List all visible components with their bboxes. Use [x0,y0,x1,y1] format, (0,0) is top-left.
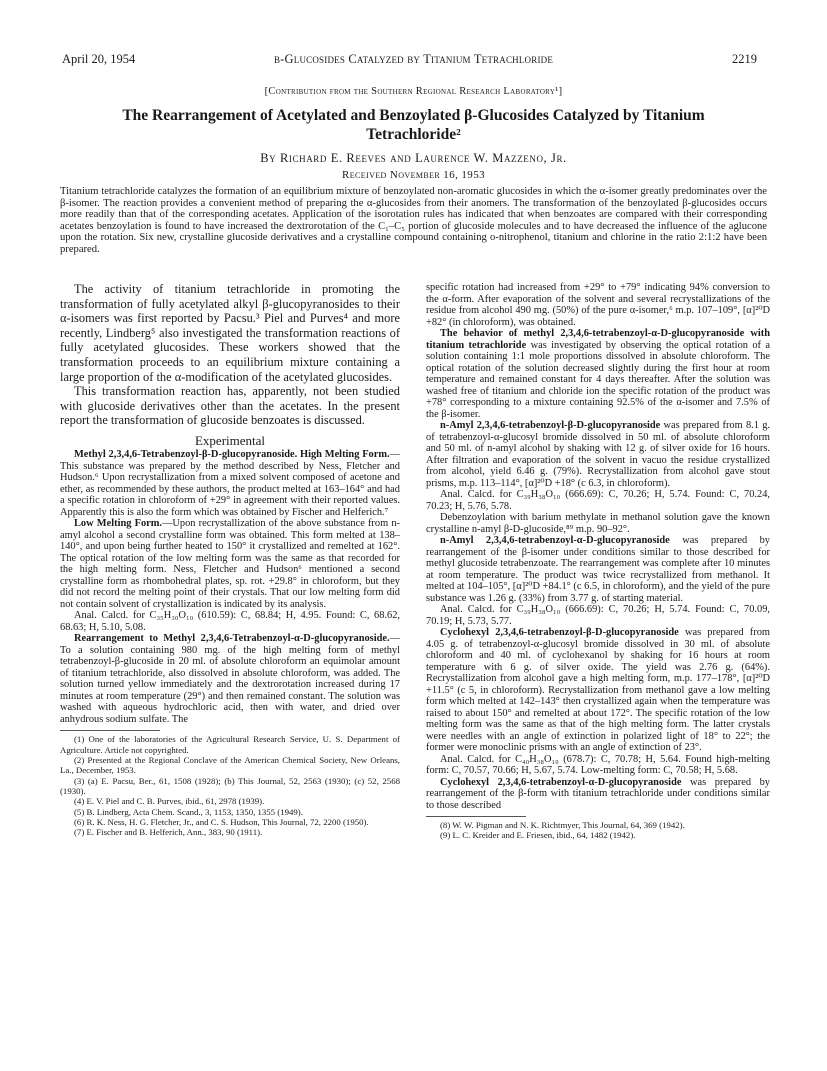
paragraph-text: —This substance was prepared by the method described by Ness, Fletcher and Hudson.⁶ Upon recrystallization from a mixed solvent composed of acetone and ether, as recommended by these authors, the product melted at 163–164° and had a specific rotation in chloroform of +29° in agreement with their reported values. Apparently this is also the form which was obtained by Fischer and Helferich.⁷ [60,449,400,518]
footnote: (7) E. Fischer and B. Helferich, Ann., 383, 90 (1911). [74,827,263,838]
author-line: By Richard E. Reeves and Laurence W. Mazzeno, Jr. [260,151,567,165]
footnote: (2) Presented at the Regional Conclave of the American Chemical Society, New Orleans, La., December, 1953. [60,755,400,776]
compound-heading: n-Amyl 2,3,4,6-tetrabenzoyl-β-D-glucopyranoside [440,420,661,431]
footnote: (1) One of the laboratories of the Agricultural Research Service, U. S. Department of Agriculture. Article not copyrighted. [60,734,400,755]
body-paragraph [426,535,770,604]
paragraph-text: was prepared from 4.05 g. of tetrabenzoyl-α-glucosyl bromide dissolved in 30 ml. of absolute chloroform and 40 ml. of cyclohexanol by shaking for 16 hours at room temperature with 6 g. of silver oxide. The yield was 2.76 g. (64%). Recrystallization from alcohol gave a high melting form, m.p. 177–178°, [α]²⁰D +11.5° (c 5, in chloroform). Recrystallization from methanol gave a low melting form which melted at 142–143° then crystallized again when the temperature was raised to about 150° and remelted at about 172°. The specific rotation of the low melting form was the same as that of the high melting form. The latter crystals were needles with an angle of extinction in polarized light of 18° to 22°; the former were monoclinic prisms with an angle of extinction of 23°. [426,627,770,753]
compound-heading: Low Melting Form. [74,518,162,530]
compound-heading: Cyclohexyl 2,3,4,6-tetrabenzoyl-α-D-glucopyranoside [440,776,682,788]
footnote: (3) (a) E. Pacsu, Ber., 61, 1508 (1928); (b) This Journal, 52, 2563 (1930); (c) 52, 2568 (1930). [60,775,400,796]
analysis-line: Anal. Calcd. for C₃₅H₃₀O₁₀ (610.59): C, 68.84; H, 4.95. Found: C, 68.62, 68.63; H, 5.10, 5.08. [60,610,400,633]
body-paragraph [426,627,770,754]
body-paragraph: Debenzoylation with barium methylate in methanol solution gave the known crystalline n-amyl β-D-glucoside,⁸⁹ m.p. 90–92°. [426,512,770,535]
footnote-divider [60,730,160,731]
footnote: (8) W. W. Pigman and N. K. Richtmyer, This Journal, 64, 369 (1942). [440,820,685,830]
received-date: Received November 16, 1953 [341,169,485,181]
footnote: (9) L. C. Kreider and E. Friesen, ibid., 64, 1482 (1942). [440,830,636,841]
body-paragraph [426,777,770,812]
paragraph-text: was prepared from 8.1 g. of tetrabenzoyl-α-glucosyl bromide dissolved in 50 ml. of absolute chloroform and 50 ml. of n-amyl alcohol by shaking with 12 g. of silver oxide for 16 hours. After filtration and evaporation of the solvent in vacuo the residue crystallized from alcohol, yield 6.46 g. (79%). Recrystallization from alcohol gave stout prisms, m.p. 113–114°, [α]²⁰D +18° (c 6.3, in chloroform). [426,420,770,489]
footnote-divider [426,816,526,817]
body-paragraph [426,420,770,489]
paragraph-text: was prepared by rearrangement of the β-form with titanium tetrachloride under conditions similar to those described [426,776,770,811]
paragraph-text: —To a solution containing 980 mg. of the high melting form of methyl tetrabenzoyl-β-glucoside in 20 ml. of absolute chloroform an equimolar amount of titanium tetrachloride, also dissolved in absolute chloroform, was added. The solution turned yellow immediately and the dextrorotation increased during 17 minutes at room temperature (29°) and then remained constant. The solution was washed with aqueous hydrochloric acid, then with water, and dried over anhydrous sodium sulfate. The [60,633,400,725]
compound-heading: n-Amyl 2,3,4,6-tetrabenzoyl-α-D-glucopyranoside [440,535,670,546]
page-number: 2219 [732,52,757,66]
footnote: (6) R. K. Ness, H. G. Fletcher, Jr., and C. S. Hudson, This Journal, 72, 2200 (1950). [74,816,369,827]
paper-title: The Rearrangement of Acetylated and Benzoylated β-Glucosides Catalyzed by Titanium Tetrachloride² [122,107,705,143]
paragraph-text: —Upon recrystallization of the above substance from n-amyl alcohol a second crystalline form was obtained. This form melted at 138–140°, and upon being further heated to 150° it crystallized and remelted at 162°. The optical rotation of the low melting form was the same as that recorded for the high melting form. Ness, Fletcher and Hudson⁶ mentioned a second crystalline form as rhombohedral plates, sp. rot. +29.8° in chloroform, but they did not record the melting point of their crystals. That our low melting form did not contain solvent of crystallization is indicated by its analysis. [60,518,400,610]
analysis-line: Anal. Calcd. for C₃₉H₃₈O₁₀ (666.69): C, 70.26; H, 5.74. Found: C, 70.09, 70.19; H, 5.73, 5.77. [426,604,770,627]
paragraph-text: was investigated by observing the optical rotation of a solution containing 1:1 mole proportions dissolved in absolute chloroform. The optical rotation of the solution decreased slightly during the first hour at room temperature and remained constant for 4 days thereafter. After the solution was washed free of titanium and chloride ion the specific rotation of the product was +78° corresponding to a mixture containing 92.5% of the α-isomer and 7.5% of the β-isomer. [426,339,771,420]
intro-paragraph: This transformation reaction has, apparently, not been studied with glucoside derivatives other than the acetates. In the present report the transformation of glucoside benzoates is discussed. [60,384,400,428]
header-running-title: β-Glucosides Catalyzed by Titanium Tetrachloride [273,52,554,66]
left-column [60,282,400,837]
compound-heading: Methyl 2,3,4,6-Tetrabenzoyl-β-D-glucopyranoside. High Melting Form. [74,449,390,461]
body-paragraph: specific rotation had increased from +29° to +79° indicating 94% conversion to the α-form. After evaporation of the solvent and several recrystallizations of the residue from alcohol 490 mg. (50%) of the pure α-isomer,⁶ m.p. 107–109°, [α]²⁰D +82° (in chloroform), was obtained. [426,282,770,328]
right-column [426,282,770,841]
section-heading-experimental: Experimental [194,432,266,448]
body-paragraph [60,518,400,610]
analysis-line: Anal. Calcd. for C₃₉H₃₈O₁₀ (666.69): C, 70.26; H, 5.74. Found: C, 70.24, 70.23; H, 5.76, 5.78. [426,489,770,512]
body-paragraph [60,633,400,725]
intro-paragraph: The activity of titanium tetrachloride in promoting the transformation of fully acetylated alkyl β-glucopyranosides to their α-isomers was first reported by Pacsu.³ Piel and Purves⁴ and more recently, Lindberg⁵ also investigated the transformation reactions of fully acetylated glucosides. These workers showed that the transformation proceeds to an equilibrium mixture containing a large proportion of the α-modification of the acetylated glucosides. [60,282,400,384]
footnotes [60,734,400,837]
body-paragraph [426,328,770,420]
footnote: (4) E. V. Piel and C. B. Purves, ibid., 61, 2978 (1939). [74,796,265,807]
header-date: April 20, 1954 [62,52,136,66]
contribution-line: [Contribution from the Southern Regional Research Laboratory¹] [264,86,563,97]
paragraph-text: was prepared by rearrangement of the β-isomer under conditions similar to those described for methyl glucoside tetrabenzoate. The rearrangement was complete after 10 minutes at room temperature. The product was twice recrystallized from methanol. It melted at 104–105°, [α]²⁰D +84.1° (c 6.5, in chloroform), and the yield of the pure substance was 1.26 g. (33%) from 3.77 g. of starting material. [426,535,770,604]
analysis-line: Anal. Calcd. for C₄₀H₃₈O₁₀ (678.7): C, 70.78; H, 5.64. Found high-melting form: C, 70.57, 70.66; H, 5.67, 5.74. Low-melting form: C, 70.58; H, 5.68. [426,753,770,776]
abstract: Titanium tetrachloride catalyzes the formation of an equilibrium mixture of benzoylated non-aromatic glucosides in which the α-isomer greatly predominates over the β-isomer. The reaction provides a convenient method of preparing the α-glucosides from their anomers. The transformation of the benzoylated β-glucosides occurs more readily than that of the corresponding acetates. Application of the isorotation rules has indicated that when benzoates are compared with their corresponding acetates benzoylation is found to have increased the dextrorotation of the C₁–C₅ portion of glucoside molecules and to have decreased the influence of the aglucone upon the rotation. Six new, crystalline glucoside derivatives and a crystalline compound containing o-nitrophenol, titanium and chlorine in the ratio 2:1:2 have been prepared. [60,186,767,255]
compound-heading: Cyclohexyl 2,3,4,6-tetrabenzoyl-β-D-glucopyranoside [440,627,679,638]
footnotes [426,820,770,841]
body-paragraph [60,449,400,518]
compound-heading: The behavior of methyl 2,3,4,6-tetrabenzoyl-α-D-glucopyranoside with titanium tetrachloride [426,328,770,351]
footnote: (5) B. Lindberg, Acta Chem. Scand., 3, 1153, 1350, 1355 (1949). [74,806,303,817]
compound-heading: Rearrangement to Methyl 2,3,4,6-Tetrabenzoyl-α-D-glucopyranoside. [74,633,390,645]
